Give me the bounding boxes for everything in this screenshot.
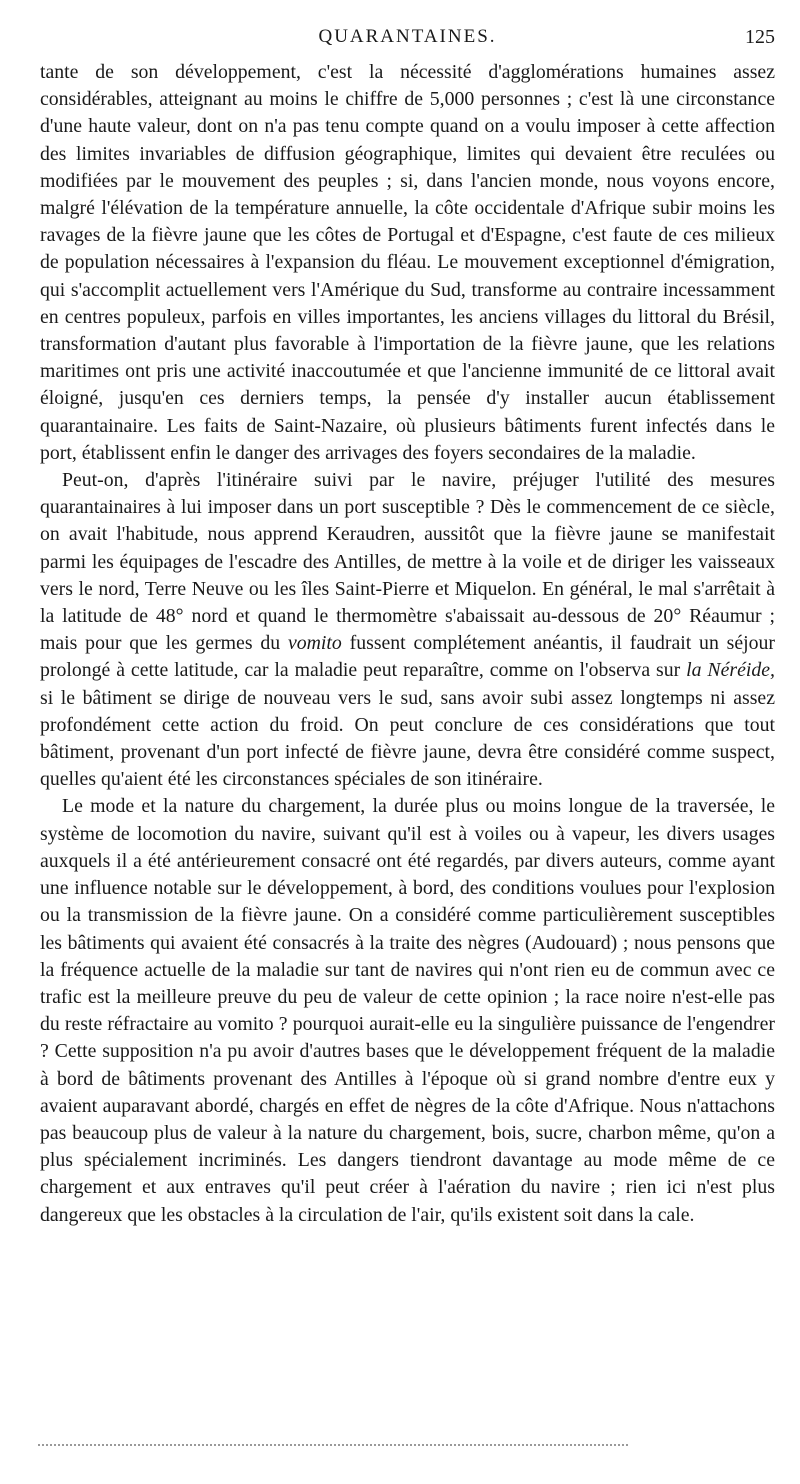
body-text (40, 59, 775, 1229)
paragraph-2-part-a: Peut-on, d'après l'itinéraire suivi par le navire, préjuger l'utilité des mesures quarantainaires à lui imposer dans un port susceptible ? Dès le commencement de ce siècle, on avait l'habitude, nous apprend Keraudren, aussitôt que la fièvre jaune se manifestait parmi les équipages de l'escadre des Antilles, de mettre à la voile et de diriger les vaisseaux vers le nord, Terre Neuve ou les îles Saint-Pierre et Miquelon. En général, le mal s'arrêtait à la latitude de 48° nord et quand le thermomètre s'abaissait au-dessous de 20° Réaumur ; mais pour que les germes du (40, 469, 775, 655)
footer-rule (38, 1444, 628, 1446)
paragraph-2-part-b: fussent complétement anéantis, il faudrait un séjour prolongé à cette latitude, car la maladie peut reparaître, comme on l'observa sur (40, 632, 775, 682)
paragraph-3: Le mode et la nature du chargement, la durée plus ou moins longue de la traversée, le système de locomotion du navire, suivant qu'il est à voiles ou à vapeur, les divers usages auxquels il a été antérieurement consacré ont été regardés, par divers auteurs, comme ayant une influence notable sur le développement, à bord, des conditions voulues pour l'explosion ou la transmission de la fièvre jaune. On a considéré comme particulièrement susceptibles les bâtiments qui avaient été consacrés à la traite des nègres (Audouard) ; nous pensons que la fréquence actuelle de la maladie sur tant de navires qui n'ont rien eu de commun avec ce trafic est la meilleure preuve du peu de valeur de cette opinion ; la race noire n'est-elle pas du reste réfractaire au vomito ? pourquoi aurait-elle eu la singulière puissance de l'engendrer ? Cette supposition n'a pu avoir d'autres bases que le développement fréquent de la maladie à bord de bâtiments provenant des Antilles à l'époque où si grand nombre d'entre eux y avaient auparavant abordé, chargés en effet de nègres de la côte d'Afrique. Nous n'attachons pas beaucoup plus de valeur à la nature du chargement, bois, sucre, charbon même, qu'on a plus spécialement incriminés. Les dangers tiendront davantage au mode même de ce chargement et aux entraves qu'il peut créer à l'aération du navire ; rien ici n'est plus dangereux que les obstacles à la circulation de l'air, qu'ils existent soit dans la cale. (40, 795, 775, 1226)
paragraph-2-part-c: si le bâtiment se dirige de nouveau vers le sud, sans avoir subi assez longtemps ni assez profondément cette action du froid. On peut conclure de ces considérations que tout bâtiment, provenant d'un port infecté de fièvre jaune, devra être considéré comme suspect, quelles qu'aient été les circonstances spéciales de son itinéraire. (40, 686, 775, 791)
paragraph-1: tante de son développement, c'est la nécessité d'agglomérations humaines assez considérables, atteignant au moins le chiffre de 5,000 personnes ; c'est là une circonstance d'une haute valeur, dont on n'a pas tenu compte quand on a voulu imposer à cette affection des limites invariables de diffusion géographique, limites qui devaient être reculées ou modifiées par le mouvement des peuples ; si, dans l'ancien monde, nous voyons encore, malgré l'élévation de la température annuelle, la côte occidentale d'Afrique subir moins les ravages de la fièvre jaune que les côtes de Portugal et d'Espagne, c'est faute de ces milieux de population nécessaires à l'expansion du fléau. Le mouvement exceptionnel d'émigration, qui s'accomplit actuellement vers l'Amérique du Sud, transforme au contraire incessamment en centres populeux, parfois en villes importantes, les anciens villages du littoral du Brésil, transformation d'autant plus favorable à l'importation de la fièvre jaune, que les relations maritimes ont pris une activité inaccoutumée et que l'ancienne immunité de ce littoral avait éloigné, jusqu'en ces derniers temps, la pensée d'y installer aucun établissement quarantainaire. Les faits de Saint-Nazaire, où plusieurs bâtiments furent infectés dans le port, établissent enfin le danger des arrivages des foyers secondaires de la maladie. (40, 61, 775, 464)
paragraph-2 (40, 467, 775, 793)
running-head: QUARANTAINES. (318, 26, 497, 47)
page-number: 125 (745, 26, 775, 48)
page-header (40, 26, 775, 52)
italic-term-vomito: vomito (287, 632, 342, 655)
italic-ship-name: la Néréide, (686, 659, 775, 682)
